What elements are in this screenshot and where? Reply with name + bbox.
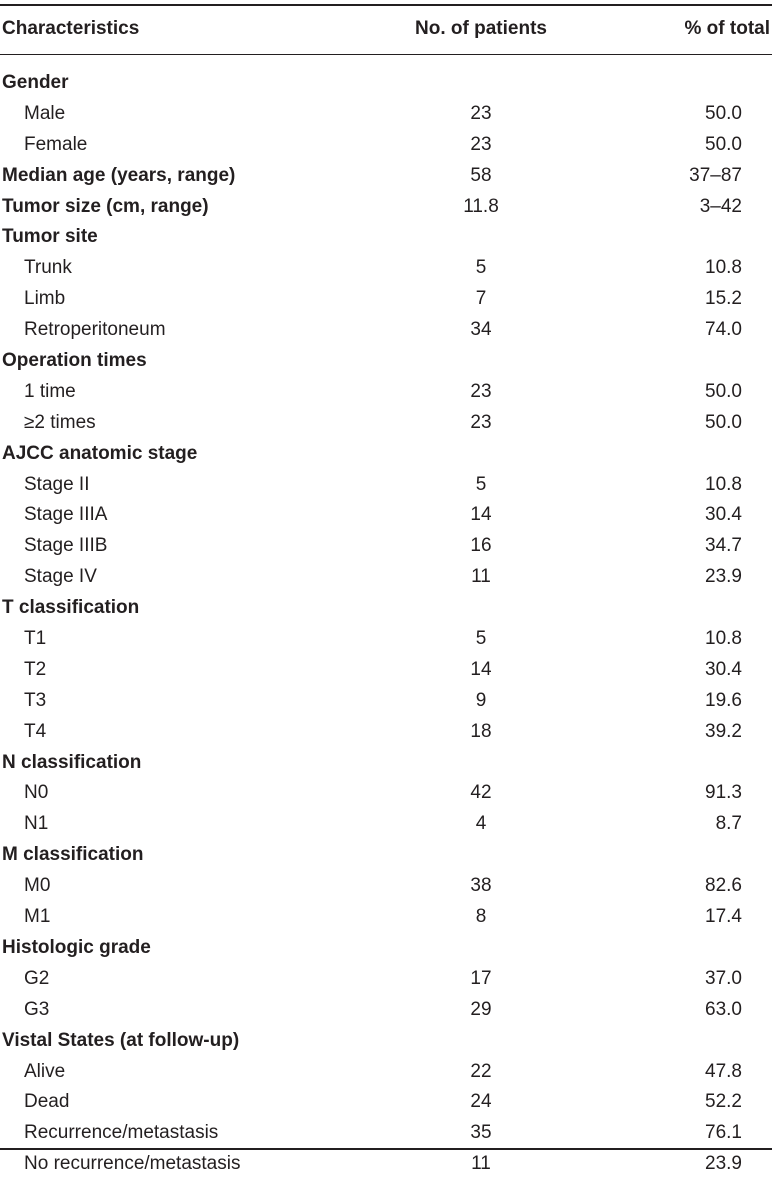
row-patient-count: 42: [470, 782, 492, 804]
row-label: Stage IV: [24, 566, 97, 588]
row-label: Limb: [24, 288, 66, 310]
row-label: No recurrence/metastasis: [24, 1153, 241, 1175]
row-patient-count: 14: [470, 504, 492, 526]
row-patient-count: 14: [470, 658, 492, 680]
table-row: [0, 995, 772, 1026]
row-label: T1: [24, 628, 47, 650]
table-row: [0, 315, 772, 346]
row-percent: 30.4: [705, 658, 742, 680]
table-row: [0, 99, 772, 130]
row-percent: 17.4: [705, 906, 742, 928]
row-percent: 3–42: [699, 195, 742, 217]
row-patient-count: 35: [470, 1122, 492, 1144]
table-group-row: [0, 161, 772, 192]
table-row: [0, 470, 772, 501]
row-label: Tumor size (cm, range): [2, 195, 209, 217]
row-label: Stage IIIA: [24, 504, 108, 526]
row-label: Histologic grade: [2, 936, 151, 958]
row-percent: 50.0: [705, 411, 742, 433]
row-patient-count: 58: [470, 164, 492, 186]
table-row: [0, 253, 772, 284]
row-label: Recurrence/metastasis: [24, 1122, 219, 1144]
table-header-row: [0, 14, 772, 44]
row-label: Vistal States (at follow-up): [2, 1029, 240, 1051]
row-label: Female: [24, 133, 88, 155]
row-patient-count: 8: [475, 906, 487, 928]
row-label: Alive: [24, 1060, 66, 1082]
row-percent: 37.0: [705, 967, 742, 989]
row-percent: 10.8: [705, 628, 742, 650]
table-row: [0, 902, 772, 933]
table-group-row: [0, 68, 772, 99]
row-percent: 52.2: [705, 1091, 742, 1113]
table-group-row: [0, 1026, 772, 1057]
table-bottom-rule: [0, 1148, 772, 1150]
row-label: AJCC anatomic stage: [2, 442, 198, 464]
row-percent: 47.8: [705, 1060, 742, 1082]
table-group-row: [0, 933, 772, 964]
row-label: ≥2 times: [24, 411, 96, 433]
table-group-row: [0, 593, 772, 624]
table-row: [0, 809, 772, 840]
row-patient-count: 5: [475, 257, 487, 279]
row-label: Dead: [24, 1091, 70, 1113]
row-label: N0: [24, 782, 49, 804]
table-group-row: [0, 346, 772, 377]
table-row: [0, 500, 772, 531]
row-percent: 63.0: [705, 998, 742, 1020]
row-label: Stage IIIB: [24, 535, 108, 557]
header-no-of-patients: No. of patients: [415, 18, 547, 39]
table-row: [0, 408, 772, 439]
table-row: [0, 377, 772, 408]
header-characteristics: Characteristics: [2, 18, 140, 39]
table-row: [0, 531, 772, 562]
row-label: 1 time: [24, 380, 76, 402]
row-percent: 91.3: [705, 782, 742, 804]
row-label: T classification: [2, 597, 140, 619]
table-top-rule: [0, 4, 772, 6]
row-label: Median age (years, range): [2, 164, 236, 186]
row-patient-count: 7: [475, 288, 487, 310]
table-row: [0, 1087, 772, 1118]
row-patient-count: 5: [475, 473, 487, 495]
row-patient-count: 4: [475, 813, 487, 835]
row-patient-count: 23: [470, 133, 492, 155]
row-percent: 19.6: [705, 689, 742, 711]
table-group-row: [0, 222, 772, 253]
table-row: [0, 778, 772, 809]
row-label: N classification: [2, 751, 142, 773]
table-group-row: [0, 192, 772, 223]
row-label: N1: [24, 813, 49, 835]
header-percent-of-total: % of total: [684, 18, 770, 39]
row-label: M classification: [2, 844, 144, 866]
table-group-row: [0, 439, 772, 470]
row-percent: 50.0: [705, 133, 742, 155]
row-patient-count: 17: [470, 967, 492, 989]
row-patient-count: 23: [470, 102, 492, 124]
row-percent: 10.8: [705, 473, 742, 495]
row-patient-count: 11: [471, 1153, 491, 1175]
row-percent: 50.0: [705, 380, 742, 402]
row-label: Male: [24, 102, 66, 124]
row-percent: 37–87: [689, 164, 742, 186]
row-label: Tumor site: [2, 226, 98, 248]
row-patient-count: 22: [470, 1060, 492, 1082]
table-row: [0, 1118, 772, 1149]
table-row: [0, 1057, 772, 1088]
row-label: Stage II: [24, 473, 90, 495]
row-patient-count: 11.8: [463, 195, 499, 217]
table-header-rule: [0, 54, 772, 55]
row-label: Retroperitoneum: [24, 319, 166, 341]
row-patient-count: 5: [475, 628, 487, 650]
row-label: Trunk: [24, 257, 72, 279]
row-label: M0: [24, 875, 51, 897]
row-label: G2: [24, 967, 50, 989]
table-row: [0, 964, 772, 995]
table-row: [0, 562, 772, 593]
row-label: T4: [24, 720, 47, 742]
row-label: M1: [24, 906, 51, 928]
row-percent: 15.2: [705, 288, 742, 310]
row-percent: 82.6: [705, 875, 742, 897]
row-patient-count: 11: [471, 566, 491, 588]
row-percent: 23.9: [705, 1153, 742, 1175]
row-percent: 39.2: [705, 720, 742, 742]
row-percent: 50.0: [705, 102, 742, 124]
row-patient-count: 29: [470, 998, 492, 1020]
table-row: [0, 686, 772, 717]
row-patient-count: 24: [470, 1091, 492, 1113]
table-row: [0, 284, 772, 315]
row-patient-count: 34: [470, 319, 492, 341]
row-label: G3: [24, 998, 50, 1020]
row-percent: 30.4: [705, 504, 742, 526]
row-patient-count: 18: [470, 720, 492, 742]
table-row: [0, 624, 772, 655]
row-patient-count: 38: [470, 875, 492, 897]
row-percent: 34.7: [705, 535, 742, 557]
table-row: [0, 1149, 772, 1180]
row-patient-count: 16: [470, 535, 492, 557]
row-label: T3: [24, 689, 47, 711]
table-body: [0, 68, 772, 1180]
row-label: Operation times: [2, 350, 147, 372]
row-label: T2: [24, 658, 47, 680]
table-group-row: [0, 748, 772, 779]
row-percent: 76.1: [705, 1122, 742, 1144]
row-percent: 74.0: [705, 319, 742, 341]
table-row: [0, 130, 772, 161]
table-row: [0, 871, 772, 902]
row-label: Gender: [2, 72, 69, 93]
row-patient-count: 23: [470, 411, 492, 433]
row-patient-count: 9: [475, 689, 487, 711]
row-percent: 23.9: [705, 566, 742, 588]
row-percent: 8.7: [715, 813, 742, 835]
table-row: [0, 655, 772, 686]
table-row: [0, 717, 772, 748]
row-percent: 10.8: [705, 257, 742, 279]
row-patient-count: 23: [470, 380, 492, 402]
table-group-row: [0, 840, 772, 871]
